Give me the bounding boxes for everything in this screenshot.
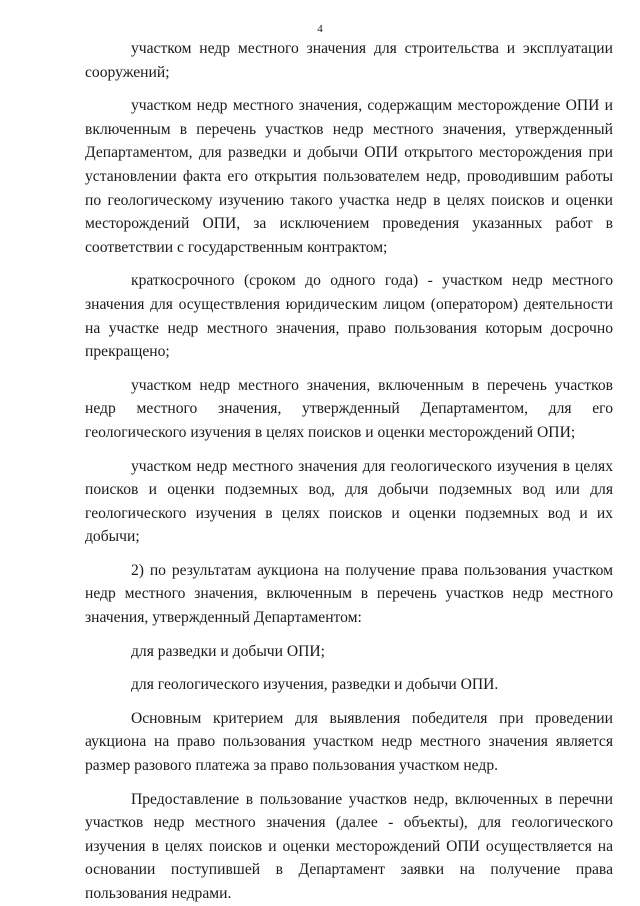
paragraph-10: Предоставление в пользование участков недр, включенных в перечни участков недр местного значения (далее - объекты), для геологического изучения в целях поисков и оценки месторождений ОПИ осуществляется на основании поступившей в Департамент заявки на получение права пользования недрами. — [85, 790, 613, 902]
document-body — [85, 37, 613, 906]
page-number: 4 — [317, 23, 323, 35]
paragraph-6: 2) по результатам аукциона на получение права пользования участком недр местного значения, включенным в перечень участков недр местного значения, утвержденный Департаментом: — [85, 561, 613, 627]
paragraph-8: для геологического изучения, разведки и добычи ОПИ. — [131, 676, 499, 694]
paragraph-9: Основным критерием для выявления победителя при проведении аукциона на право пользования участком недр местного значения является размер разового платежа за право пользования участком недр. — [85, 709, 613, 775]
paragraph-4: участком недр местного значения, включенным в перечень участков недр местного значения, утвержденный Департаментом, для его геологического изучения в целях поисков и оценки месторождений ОПИ; — [85, 376, 613, 441]
paragraph-2: участком недр местного значения, содержащим месторождение ОПИ и включенным в перечень участков недр местного значения, утвержденный Департаментом, для разведки и добычи ОПИ открытого месторождения при установлении факта его открытия пользователем недр, проводившим работы по геологическому изучению такого участка недр в целях поисков и оценки месторождений ОПИ, за исключением проведения указанных работ в соответствии с государственным контрактом; — [85, 97, 613, 256]
paragraph-3: краткосрочного (сроком до одного года) - участком недр местного значения для осуществления юридическим лицом (оператором) деятельности на участке недр местного значения, право пользования которым досрочно прекращено; — [85, 272, 613, 361]
paragraph-1: участком недр местного значения для строительства и эксплуатации сооружений; — [85, 40, 613, 81]
paragraph-7: для разведки и добычи ОПИ; — [131, 642, 325, 660]
paragraph-5: участком недр местного значения для геологического изучения в целях поисков и оценки подземных вод, для добычи подземных вод или для геологического изучения в целях поисков и оценки подземных вод и их добычи; — [85, 457, 613, 546]
